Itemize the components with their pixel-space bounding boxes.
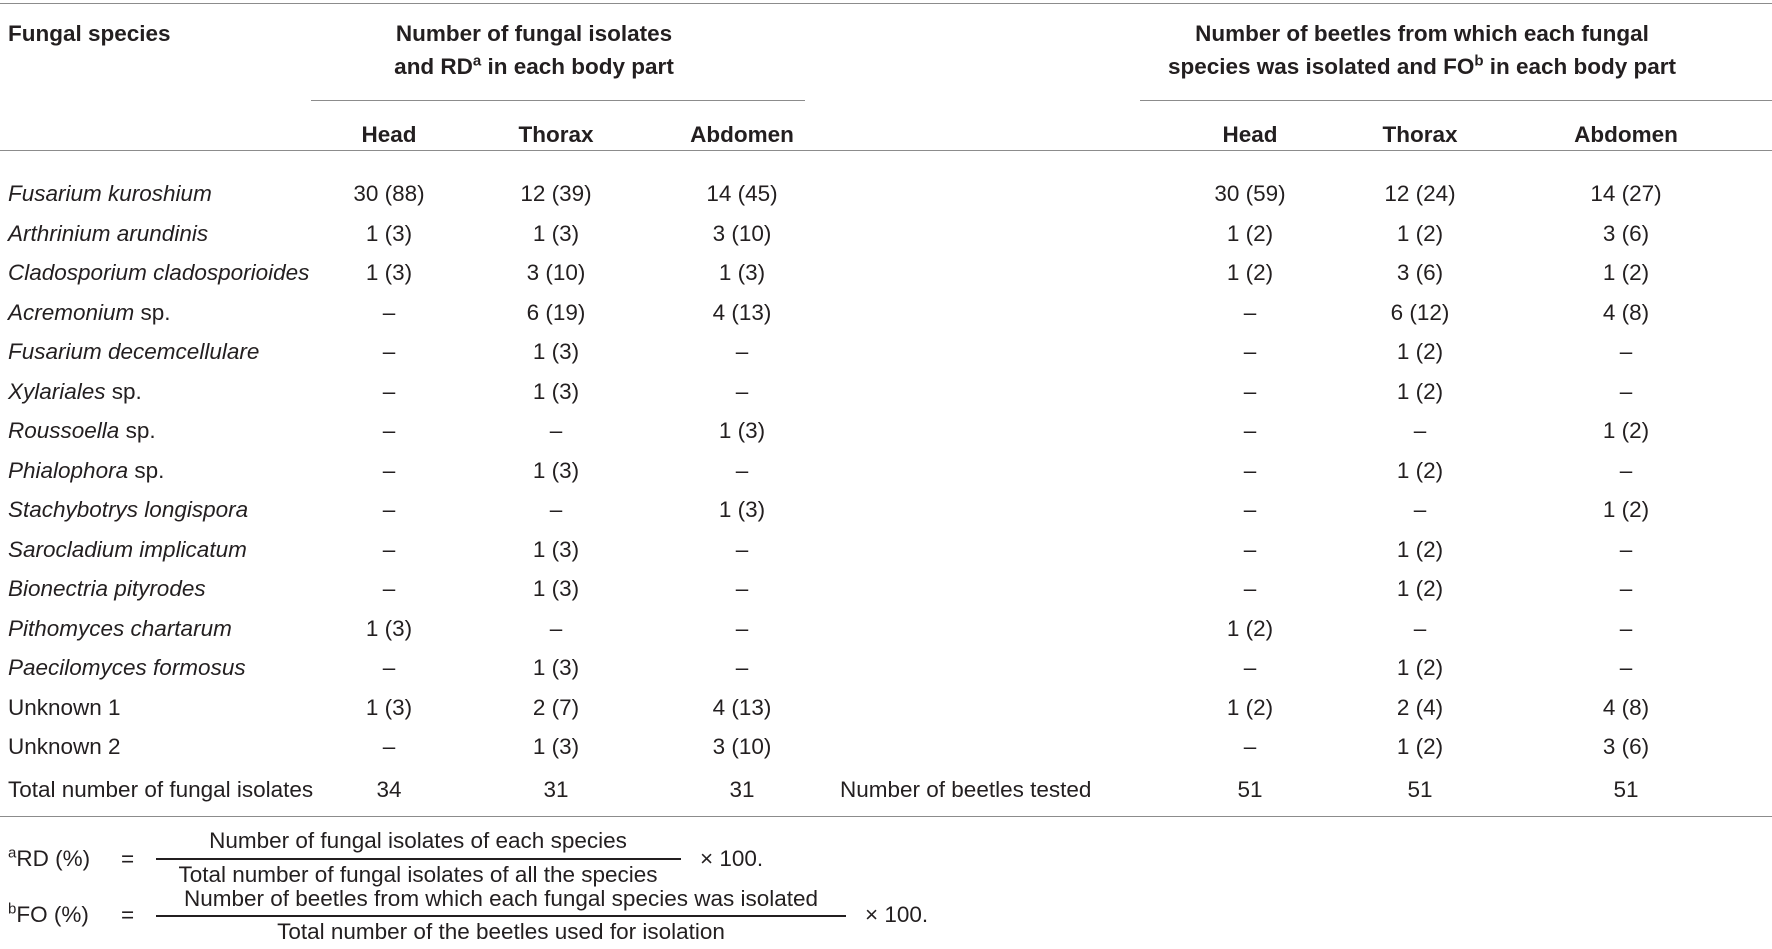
group2-underline: [1140, 100, 1772, 101]
fo-abdomen-cell: 3 (6): [1602, 734, 1650, 759]
fo-abdomen-cell: –: [1619, 655, 1633, 680]
fo-abdomen-cell: –: [1619, 458, 1633, 483]
header-species: Fungal species: [8, 21, 171, 46]
totals-rd-abdomen: 31: [729, 777, 755, 802]
rd-thorax-cell: 1 (3): [532, 734, 580, 759]
rd-abdomen-cell: –: [735, 655, 749, 680]
totals-fo-thorax: 51: [1407, 777, 1433, 802]
totals-fo-head: 51: [1237, 777, 1263, 802]
rd-head-cell: –: [382, 300, 396, 325]
rd-abdomen-cell: –: [735, 537, 749, 562]
fo-abdomen-cell: 4 (8): [1602, 300, 1650, 325]
fo-thorax-cell: 1 (2): [1396, 655, 1444, 680]
totals-rd-head: 34: [376, 777, 402, 802]
rd-thorax-cell: 1 (3): [532, 655, 580, 680]
footnote-b-equals: =: [121, 902, 135, 927]
fo-abdomen-cell: 14 (27): [1590, 181, 1662, 206]
fo-head-cell: 30 (59): [1214, 181, 1286, 206]
rd-head-cell: 1 (3): [365, 695, 413, 720]
footnote-a-numerator: Number of fungal isolates of each species: [209, 828, 627, 853]
rd-thorax-cell: 2 (7): [532, 695, 580, 720]
footnote-a-equals: =: [121, 846, 135, 871]
species-name: Pithomyces chartarum: [8, 616, 232, 641]
rd-abdomen-cell: 4 (13): [712, 300, 772, 325]
species-name: Fusarium decemcellulare: [8, 339, 260, 364]
totals-fo-abdomen: 51: [1613, 777, 1639, 802]
rd-thorax-cell: 1 (3): [532, 221, 580, 246]
rd-head-cell: –: [382, 379, 396, 404]
header-group2-line2: species was isolated and $FO^b$ in each body part: [1167, 52, 1677, 79]
rd-head-cell: 30 (88): [353, 181, 425, 206]
fo-thorax-cell: –: [1413, 616, 1427, 641]
rd-thorax-cell: 1 (3): [532, 339, 580, 364]
fo-head-cell: –: [1243, 339, 1257, 364]
rd-thorax-cell: 12 (39): [520, 181, 592, 206]
rd-head-cell: –: [382, 458, 396, 483]
rd-head-cell: –: [382, 576, 396, 601]
fo-abdomen-cell: 1 (2): [1602, 418, 1650, 443]
fo-thorax-cell: 12 (24): [1384, 181, 1456, 206]
rd-head-cell: 1 (3): [365, 221, 413, 246]
rd-head-cell: –: [382, 537, 396, 562]
fo-head-cell: 1 (2): [1226, 616, 1274, 641]
rd-thorax-cell: –: [549, 616, 563, 641]
rd-head-cell: –: [382, 339, 396, 364]
rd-thorax-cell: –: [549, 418, 563, 443]
fo-thorax-cell: 2 (4): [1396, 695, 1444, 720]
rd-thorax-cell: 6 (19): [526, 300, 586, 325]
footnote-marker-b: b: [1474, 52, 1484, 70]
rd-thorax-cell: 1 (3): [532, 537, 580, 562]
group1-underline: [311, 100, 805, 101]
footnote-a-denominator: Total number of fungal isolates of all the species: [178, 862, 658, 887]
fo-abdomen-cell: 3 (6): [1602, 221, 1650, 246]
fo-thorax-cell: 6 (12): [1390, 300, 1450, 325]
subheader-fo-thorax: Thorax: [1382, 122, 1458, 147]
rd-abdomen-cell: –: [735, 458, 749, 483]
fo-head-cell: –: [1243, 734, 1257, 759]
footnote-b-numerator: Number of beetles from which each fungal species was isolated: [183, 886, 819, 911]
footnote-a-tail: × 100.: [700, 846, 764, 871]
subheader-fo-abdomen: Abdomen: [1574, 122, 1678, 147]
fo-head-cell: –: [1243, 537, 1257, 562]
rd-head-cell: –: [382, 734, 396, 759]
rd-abdomen-cell: –: [735, 616, 749, 641]
rd-thorax-cell: 3 (10): [526, 260, 586, 285]
header-bottom-rule: [0, 150, 1772, 151]
fo-head-cell: –: [1243, 379, 1257, 404]
subheader-rd-thorax: Thorax: [518, 122, 594, 147]
species-name: Acremonium sp.: [8, 300, 171, 325]
subheader-rd-head: Head: [361, 122, 417, 147]
fo-abdomen-cell: –: [1619, 339, 1633, 364]
fo-head-cell: 1 (2): [1226, 221, 1274, 246]
fo-thorax-cell: 3 (6): [1396, 260, 1444, 285]
species-name: Stachybotrys longispora: [8, 497, 249, 522]
footnote-marker-a: a: [472, 52, 482, 70]
beetles-tested-label: Number of beetles tested: [840, 777, 1092, 802]
species-name: Unknown 1: [8, 695, 121, 720]
footnote-b-denominator: Total number of the beetles used for isolation: [277, 919, 725, 944]
fo-abdomen-cell: –: [1619, 616, 1633, 641]
bottom-rule: [0, 816, 1772, 817]
fo-head-cell: –: [1243, 576, 1257, 601]
species-name: Unknown 2: [8, 734, 121, 759]
fo-head-cell: –: [1243, 655, 1257, 680]
species-name: Arthrinium arundinis: [8, 221, 209, 246]
rd-thorax-cell: 1 (3): [532, 379, 580, 404]
rd-abdomen-cell: 3 (10): [712, 221, 772, 246]
rd-abdomen-cell: 1 (3): [718, 260, 766, 285]
species-name: Sarocladium implicatum: [8, 537, 247, 562]
subheader-rd-abdomen: Abdomen: [690, 122, 794, 147]
footnote-b-lhs: $^b$FO (%): [8, 900, 89, 927]
rd-head-cell: 1 (3): [365, 616, 413, 641]
fo-head-cell: –: [1243, 300, 1257, 325]
rd-abdomen-cell: 3 (10): [712, 734, 772, 759]
totals-rd-thorax: 31: [543, 777, 569, 802]
rd-abdomen-cell: –: [735, 379, 749, 404]
subheader-fo-head: Head: [1222, 122, 1278, 147]
top-rule: [0, 3, 1772, 4]
fo-head-cell: –: [1243, 458, 1257, 483]
species-name: Paecilomyces formosus: [8, 655, 246, 680]
species-name: Bionectria pityrodes: [8, 576, 206, 601]
fo-head-cell: –: [1243, 497, 1257, 522]
header-group1-line1: Number of fungal isolates: [395, 21, 673, 46]
footnote-a-fraction-bar: [156, 858, 681, 860]
header-group1-line2: and $RD^a$ in each body part: [394, 52, 674, 79]
fo-thorax-cell: 1 (2): [1396, 221, 1444, 246]
fo-thorax-cell: 1 (2): [1396, 537, 1444, 562]
fo-abdomen-cell: –: [1619, 537, 1633, 562]
fo-thorax-cell: 1 (2): [1396, 458, 1444, 483]
header-group2-line1: Number of beetles from which each fungal: [1195, 21, 1649, 46]
fo-thorax-cell: –: [1413, 418, 1427, 443]
rd-head-cell: –: [382, 497, 396, 522]
rd-thorax-cell: 1 (3): [532, 458, 580, 483]
fo-thorax-cell: 1 (2): [1396, 339, 1444, 364]
fo-thorax-cell: 1 (2): [1396, 734, 1444, 759]
fo-thorax-cell: 1 (2): [1396, 576, 1444, 601]
fo-head-cell: 1 (2): [1226, 695, 1274, 720]
rd-abdomen-cell: –: [735, 576, 749, 601]
fo-abdomen-cell: –: [1619, 576, 1633, 601]
species-name: Cladosporium cladosporioides: [8, 260, 310, 285]
rd-abdomen-cell: 4 (13): [712, 695, 772, 720]
rd-head-cell: 1 (3): [365, 260, 413, 285]
rd-abdomen-cell: 14 (45): [706, 181, 778, 206]
fo-abdomen-cell: 1 (2): [1602, 260, 1650, 285]
fo-thorax-cell: 1 (2): [1396, 379, 1444, 404]
rd-abdomen-cell: –: [735, 339, 749, 364]
fo-head-cell: –: [1243, 418, 1257, 443]
totals-label: Total number of fungal isolates: [8, 777, 314, 802]
rd-thorax-cell: –: [549, 497, 563, 522]
footnote-b-tail: × 100.: [865, 902, 929, 927]
fo-thorax-cell: –: [1413, 497, 1427, 522]
footnote-a-lhs: $^a$RD (%): [8, 844, 91, 871]
fo-abdomen-cell: 1 (2): [1602, 497, 1650, 522]
rd-abdomen-cell: 1 (3): [718, 418, 766, 443]
species-name: Xylariales sp.: [8, 379, 142, 404]
fo-abdomen-cell: 4 (8): [1602, 695, 1650, 720]
footnote-b-fraction-bar: [156, 915, 846, 917]
species-name: Fusarium kuroshium: [8, 181, 212, 206]
rd-head-cell: –: [382, 418, 396, 443]
rd-abdomen-cell: 1 (3): [718, 497, 766, 522]
species-name: Phialophora sp.: [8, 458, 165, 483]
rd-head-cell: –: [382, 655, 396, 680]
rd-thorax-cell: 1 (3): [532, 576, 580, 601]
fo-abdomen-cell: –: [1619, 379, 1633, 404]
fo-head-cell: 1 (2): [1226, 260, 1274, 285]
species-name: Roussoella sp.: [8, 418, 156, 443]
